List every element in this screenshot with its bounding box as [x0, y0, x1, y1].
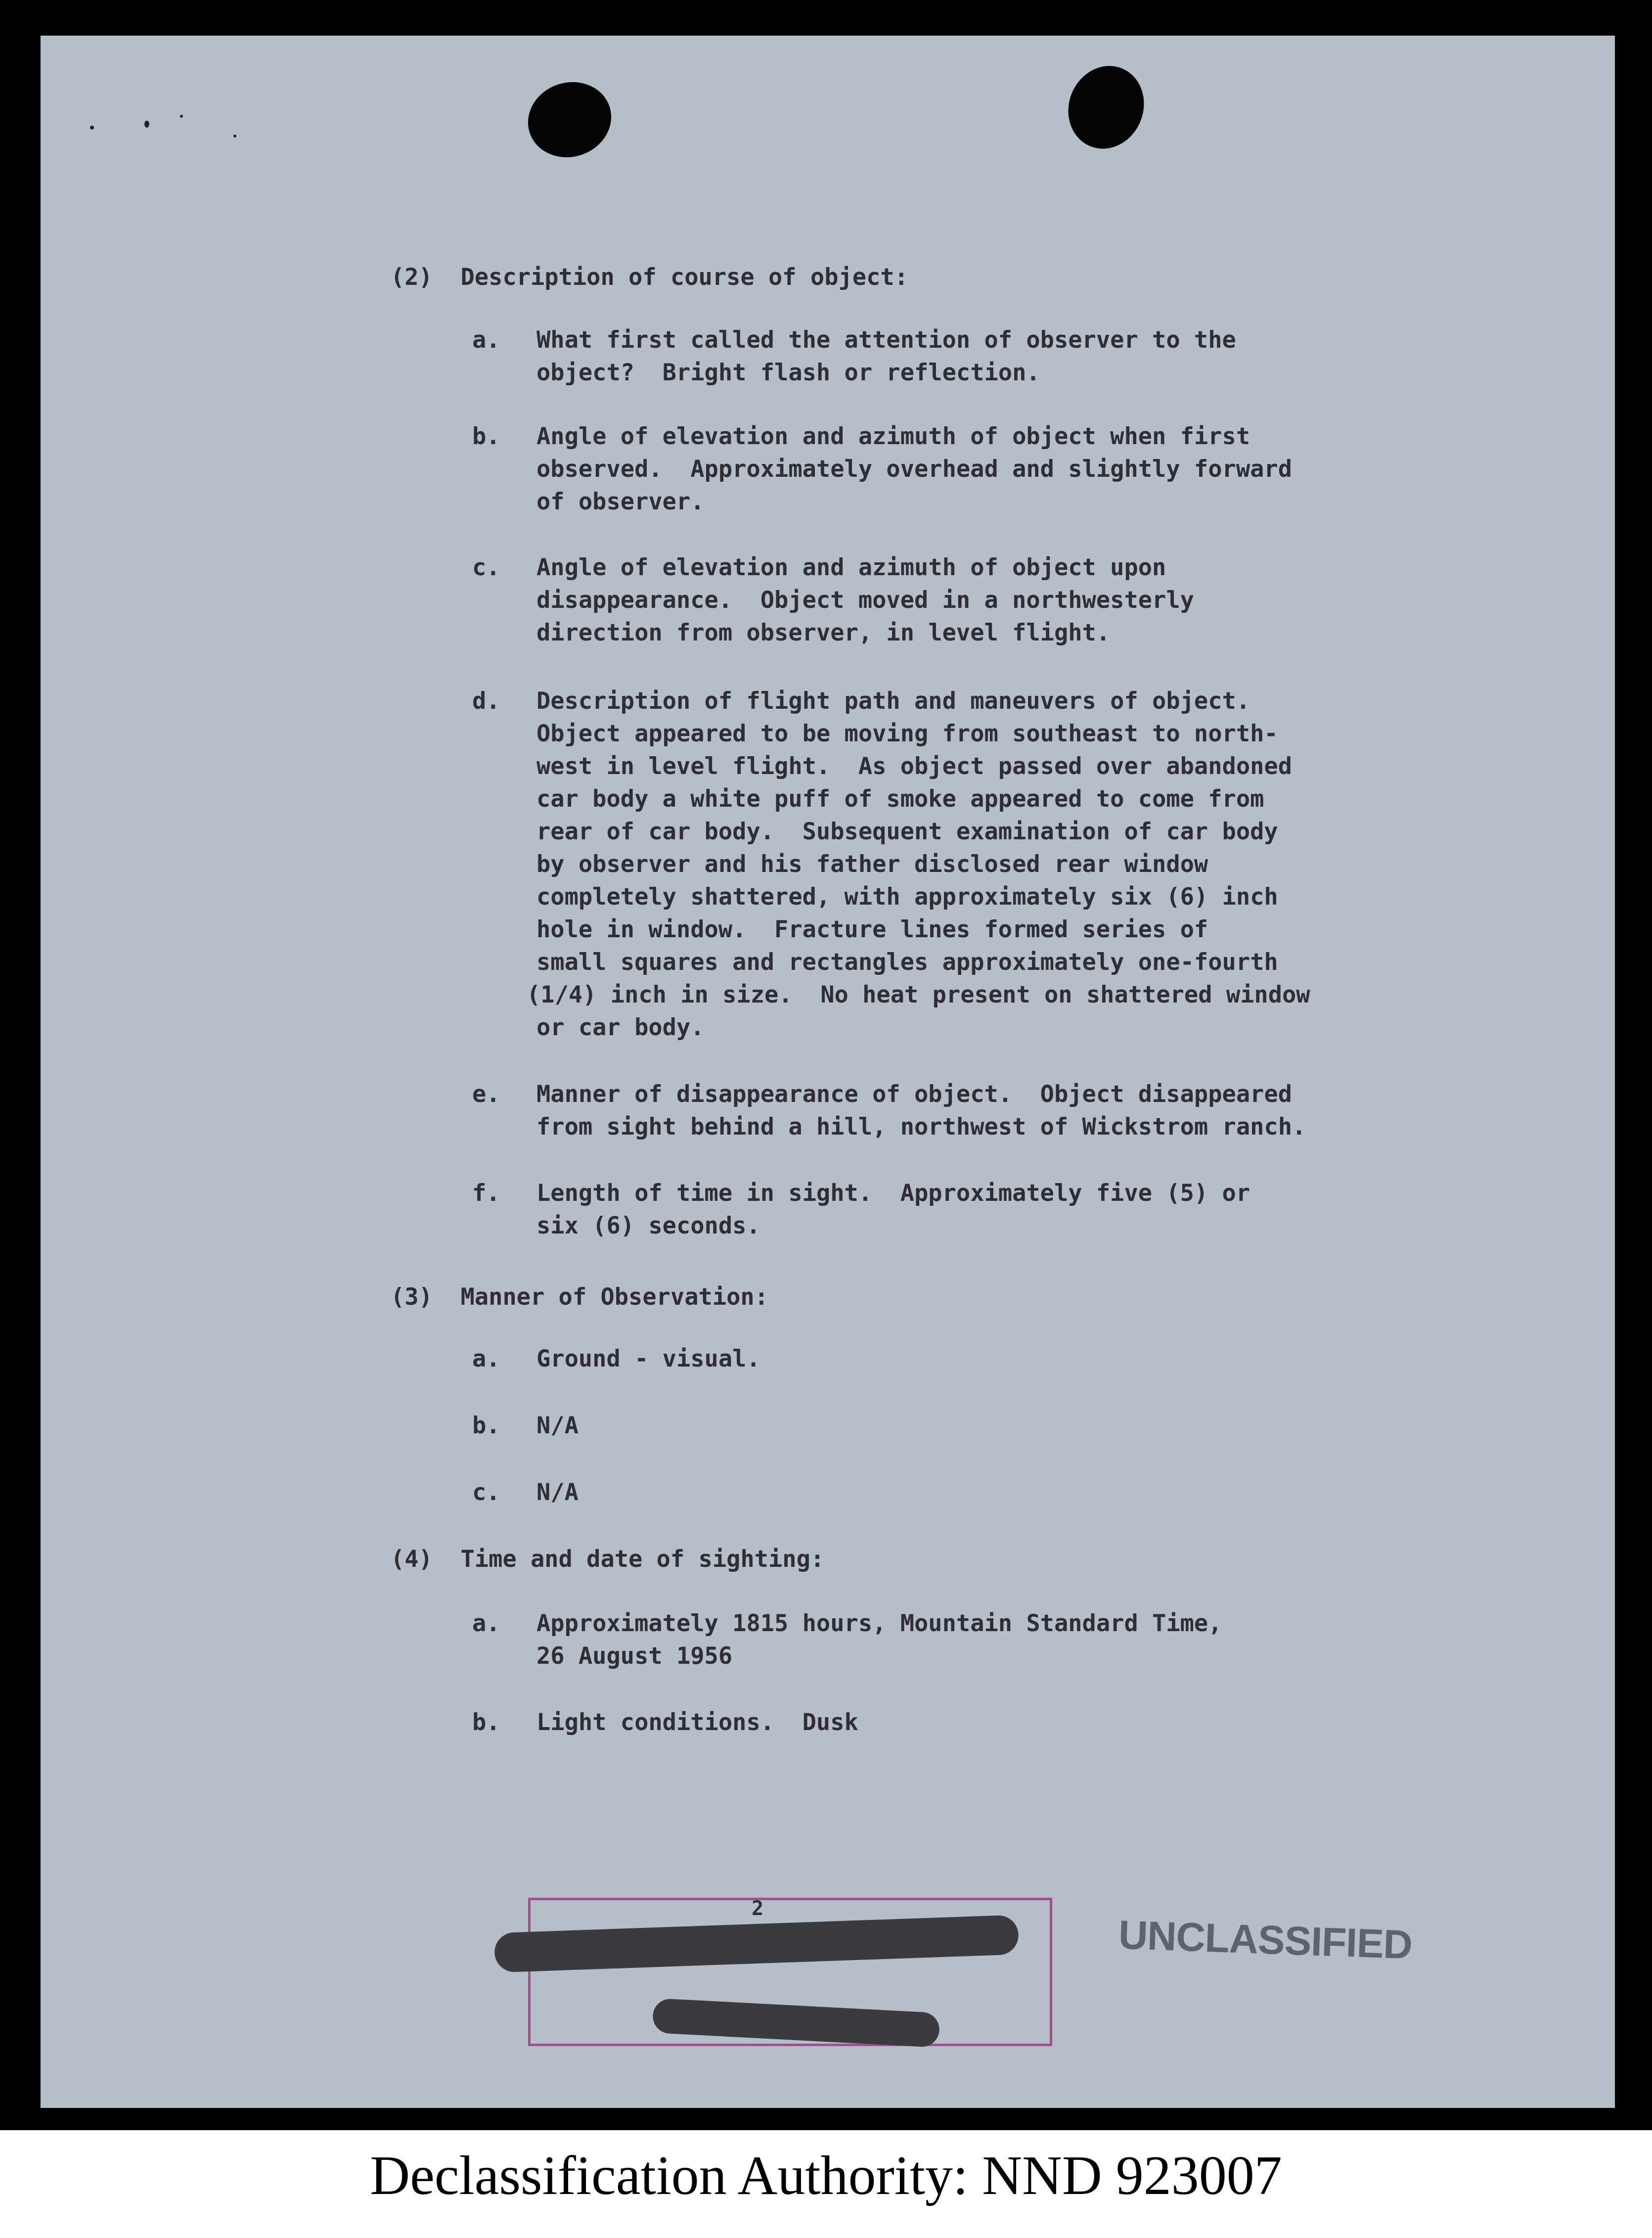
item-2a-line: object? Bright flash or reflection. [536, 359, 1040, 386]
section-2-heading: (2) Description of course of object: [391, 264, 908, 291]
item-3a-marker: a. [472, 1345, 500, 1372]
item-2b-line: observed. Approximately overhead and slightly forward [536, 456, 1293, 483]
speck [233, 135, 236, 137]
item-2b-marker: b. [472, 423, 500, 450]
item-2f-marker: f. [472, 1180, 500, 1207]
speck [144, 121, 149, 128]
item-2d-line: hole in window. Fracture lines formed series of [536, 916, 1208, 943]
item-2e-line: from sight behind a hill, northwest of Wickstrom ranch. [536, 1113, 1306, 1141]
item-2a-line: What first called the attention of observer to the [536, 326, 1236, 354]
item-2d-line: small squares and rectangles approximately one-fourth [536, 949, 1278, 976]
item-2c-line: direction from observer, in level flight. [536, 619, 1111, 646]
section-4-heading: (4) Time and date of sighting: [391, 1546, 825, 1573]
item-4a-marker: a. [472, 1610, 500, 1637]
item-2b-line: of observer. [536, 488, 705, 515]
item-2a-marker: a. [472, 326, 500, 354]
item-2d-line: by observer and his father disclosed rear window [536, 851, 1208, 878]
item-2c-line: disappearance. Object moved in a northwesterly [536, 587, 1194, 614]
speck [90, 126, 94, 130]
page-number: 2 [752, 1897, 764, 1920]
item-2d-line: or car body. [536, 1014, 705, 1041]
item-2d-line: west in level flight. As object passed over abandoned [536, 753, 1293, 780]
speck [180, 115, 183, 118]
item-2c-marker: c. [472, 554, 500, 581]
item-4a-line: Approximately 1815 hours, Mountain Standard Time, [536, 1610, 1222, 1637]
item-2d-line: Object appeared to be moving from southeast to north- [536, 720, 1278, 747]
item-2d-line: completely shattered, with approximately six (6) inch [536, 883, 1278, 911]
unclassified-stamp: UNCLASSIFIED [1117, 1912, 1413, 1968]
punch-hole-left [518, 71, 621, 168]
item-2b-line: Angle of elevation and azimuth of object when first [536, 423, 1250, 450]
item-2c-line: Angle of elevation and azimuth of object upon [536, 554, 1166, 581]
punch-hole-right [1056, 54, 1157, 160]
item-4a-line: 26 August 1956 [536, 1643, 733, 1670]
item-2d-line: (1/4) inch in size. No heat present on shattered window [527, 981, 1310, 1008]
section-3-heading: (3) Manner of Observation: [391, 1283, 769, 1311]
item-2f-line: Length of time in sight. Approximately five (5) or [536, 1180, 1250, 1207]
item-2d-line: Description of flight path and maneuvers of object. [536, 687, 1250, 715]
item-2e-marker: e. [472, 1081, 500, 1108]
item-3b-text: N/A [536, 1412, 579, 1439]
item-3c-marker: c. [472, 1479, 500, 1506]
item-2f-line: six (6) seconds. [536, 1212, 760, 1239]
item-3a-text: Ground - visual. [536, 1345, 760, 1372]
declassification-footer: Declassification Authority: NND 923007 [370, 2145, 1282, 2206]
item-2e-line: Manner of disappearance of object. Object disappeared [536, 1081, 1293, 1108]
item-2d-marker: d. [472, 687, 500, 715]
item-3c-text: N/A [536, 1479, 579, 1506]
item-3b-marker: b. [472, 1412, 500, 1439]
item-2d-line: rear of car body. Subsequent examination of car body [536, 818, 1278, 845]
item-4b-text: Light conditions. Dusk [536, 1709, 858, 1736]
item-4b-marker: b. [472, 1709, 500, 1736]
item-2d-line: car body a white puff of smoke appeared to come from [536, 785, 1264, 813]
